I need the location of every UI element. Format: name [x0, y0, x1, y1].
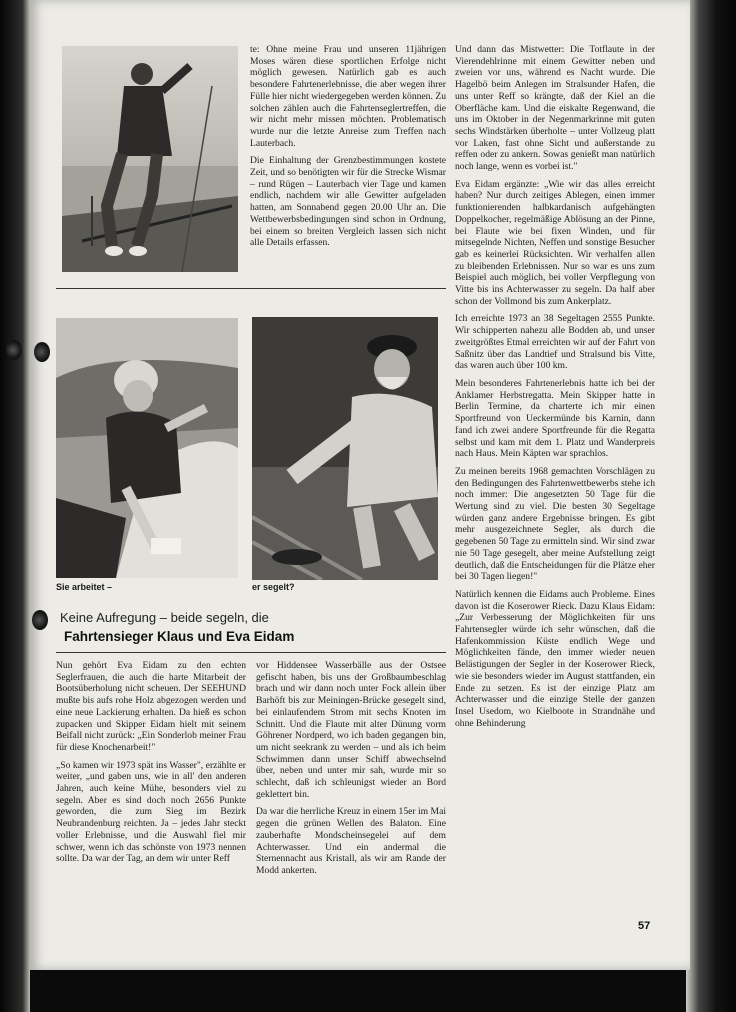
headline-divider — [56, 652, 446, 653]
binding-hole-icon — [6, 340, 22, 360]
section-divider — [56, 288, 446, 289]
paragraph: Nun gehört Eva Eidam zu den echten Seglerfrauen, die auch die harte Mitarbeit der Bootsüberholung nicht scheuen. Der SEEHUND mußte bis aufs rohe Holz abgezogen werden und eine neue Lackierung erhalten. Da hieß es schon zupacken und Skipper Eidam hielt mit seinem Beifall nicht zurück: „Ein Sonderlob meiner Frau für diese Knochenarbeit!" — [56, 660, 246, 753]
paragraph: Zu meinen bereits 1968 gemachten Vorschlägen zu den Bedingungen des Fahrtenwettbewerbs stehe ich noch immer: Die angesetzten 50 Tage für die Wertung sind zu viel. Die besten 30 Segeltage würden ganz andere Ergebnisse bringen. Es gibt mehr ausgezeichnete Segler, als durch die gegebenen 50 Tage zu ermitteln sind. Wir sind zwar nie 50 Tage gesegelt, aber meine Aufstellung zeigt deutlich, daß die Entscheidungen für die Plätze eher bei 30 Tagen liegen!" — [455, 465, 655, 583]
paragraph: te: Ohne meine Frau und unseren 11jährigen Moses wären diese sportlichen Erfolge nicht möglich gewesen. Natürlich gab es auch besondere Fahrtenerlebnisse, die aber wegen ihrer Fülle hier nicht wiedergegeben werden können. Zu solchen zählen auch die Fahrtenseglertreffen, die wir nicht mehr missen möchten. Problematisch wurde nur die letzte Anreise zum Treffen nach Lauterbach. — [250, 44, 446, 149]
paragraph: vor Hiddensee Wasserbälle aus der Ostsee gefischt haben, bis uns der Großbaumbeschlag brach und wir dann noch unter Fock allein über Barhöft bis zur Meiningen-Brücke gesegelt sind, bei einlaufendem Strom mit sechs Knoten im Schnitt. Und die Flaute mit alter Dünung vorm Göhrener Nordperd, wo ich baden gegangen bin, um nicht seekrank zu werden – und als ich beim Schwimmen dann unser Schiff abwechselnd über, neben und unter mir sah, wurde mir so schlecht, daß ich schleunigst wieder an Bord geklettert bin. — [256, 660, 446, 800]
binding-hole-icon — [32, 610, 48, 630]
paragraph: Eva Eidam ergänzte: „Wie wir das alles erreicht haben? Nur durch zeitiges Ablegen, einen immer funktionierenden halbkardanisch aufgehängten Doppelkocher, regelmäßige Ablösung an der Pinne, bei Flaute wie bei fixen Winden, und für mitsegelnde Nichten, Neffen und sonstige Besucher gab es keinerlei Rücksichten. Wir verhalfen allen zu bleibenden Erlebnissen. Nur so war es uns zum Beispiel auch möglich, bei voller Verpflegung von Vitte bis ins Achterwasser zu segeln. Da half aber schon der Vollmond bis zum Ankerplatz. — [455, 178, 655, 307]
book-binding-left — [0, 0, 30, 1012]
page-number: 57 — [638, 920, 651, 932]
caption-right: er segelt? — [252, 582, 295, 592]
article-text-col1-bottom — [56, 660, 246, 871]
headline-line2: Fahrtensieger Klaus und Eva Eidam — [64, 629, 295, 644]
photo-man-sailing — [252, 317, 438, 580]
book-binding-right — [686, 0, 736, 1012]
article-text-col3 — [455, 44, 655, 735]
magazine-page — [30, 0, 690, 970]
paragraph: „So kamen wir 1973 spät ins Wasser", erzählte er weiter, „und gaben uns, wie in all' den anderen Jahren, auch keine Mühe, besonders viel zu segeln. Aber es sind doch noch 2656 Punkte geworden, die zum Sieg im Bezirk Neubrandenburg reichten. Ja – jedes Jahr steckt voller Erlebnisse, und die Auswahl fiel mir schwer, wenn ich das schönste von 1973 nennen sollte. Da war der Tag, an dem wir unter Reff — [56, 759, 246, 865]
photo-skipper-on-bow — [62, 46, 238, 272]
binding-hole-icon — [34, 342, 50, 362]
article-text-col2-bottom — [256, 660, 446, 883]
paragraph: Und dann das Mistwetter: Die Totflaute in der Vierendehlrinne mit einem Gewitter neben und zweien vor uns, während es Nacht wurde. Die Hagelbö beim Anlegen im Stralsunder Hafen, die uns unter Reff so krängte, daß der Kiel an die Oberfläche kam. Und die eiskalte Regenwand, die uns im Oktober in der Negenmarkrinne mit guten sechs Windstärken überholte – unter Vollzeug platt vor Laken, fast ohne Sicht und außerstande zu reffen oder zu ankern. Sowas genießt man natürlich noch lange, wenn es vorbei ist." — [455, 44, 655, 173]
paragraph: Ich erreichte 1973 an 38 Segeltagen 2555 Punkte. Wir schipperten nahezu alle Bodden ab, und unser zweitgrößtes Etmal erreichten wir auf der Fahrt von Saßnitz über das Landtief und Stralsund bis Vitte, das waren auch über 100 km. — [455, 313, 655, 372]
article-text-col2-top — [250, 44, 446, 255]
paragraph: Mein besonderes Fahrtenerlebnis hatte ich bei der Anklamer Herbstregatta. Mein Skipper hatte in Berlin Termine, da charterte ich mir einen Sportfreund von Ueckermünde bis Karnin, dann fand ich zwei andere Sportfreunde für die Regatta selbst und kam mit dem 1. Platz und Wanderpreis nach Haus. Mein Käpten war sprachlos. — [455, 377, 655, 460]
headline-line1: Keine Aufregung – beide segeln, die — [60, 610, 269, 625]
paragraph: Da war die herrliche Kreuz in einem 15er im Mai gegen die grünen Wellen des Balaton. Eine zauberhafte Mondscheinsegelei auf dem Achterwasser. Und ein andermal die Sternennacht aus Kristall, als wir am Rande der Modd ankerten. — [256, 806, 446, 876]
caption-left: Sie arbeitet – — [56, 582, 113, 592]
paragraph: Natürlich kennen die Eidams auch Probleme. Eines davon ist die Koserower Rieck. Dazu Klaus Eidam: „Zur Verbesserung der Möglichkeiten für uns Fahrtensegler würde ich sehr wünschen, daß die Hafenkommission Küste endlich Wege und Möglichkeiten fände, den immer wieder neuen Belästigungen der Segler in der Koserower Rieck, wie sie besonders wieder im August stattfanden, ein Ende zu setzen. Es ist der einzige Platz am Achterwasser und die einzige Stelle der ganzen Insel Usedom, wo Kielboote in Strandnähe und ohne Behinderung — [455, 588, 655, 729]
paragraph: Die Einhaltung der Grenzbestimmungen kostete Zeit, und so benötigten wir für die Strecke Wismar – rund Rügen – Lauterbach vier Tage und kamen endlich, nachdem wir alle Gewitter aufgeladen hatten, am Sonnabend gegen 20.00 Uhr an. Die Wettbewerbsbedingungen sind schon in Ordnung, bei einem so breiten Vergleich lassen sich nicht alle Details erfassen. — [250, 155, 446, 249]
photo-woman-working — [56, 318, 238, 578]
